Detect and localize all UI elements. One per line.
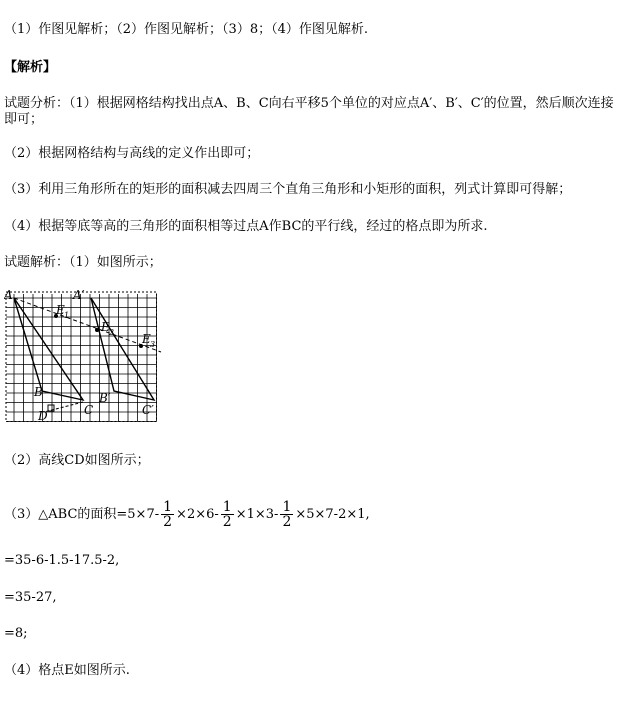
solution-part-3: [4, 498, 370, 532]
label-a-prime: A′: [73, 290, 85, 302]
fraction-half-1: $\frac{1}{2}$: [163, 499, 173, 530]
label-d: D: [38, 409, 48, 423]
solution-step-2: =35-27,: [4, 590, 57, 605]
label-e1-sub: 1: [64, 311, 70, 320]
solution-step-1: =35-6-1.5-17.5-2,: [4, 553, 120, 568]
part3-seg2: ×2×6-: [176, 507, 219, 522]
label-a: A: [4, 290, 13, 302]
analysis-line-4: （4）根据等底等高的三角形的面积相等过点A作BC的平行线，经过的格点即为所求.: [4, 219, 488, 234]
solution-part-2: （2）高线CD如图所示；: [4, 453, 150, 468]
part3-prefix: （3）△ABC的面积=5×7-: [4, 507, 160, 522]
point-e2: [95, 328, 99, 332]
fraction-half-2: $\frac{1}{2}$: [222, 499, 232, 530]
label-b: B: [34, 385, 43, 399]
solution-part-4: （4）格点E如图所示.: [4, 663, 130, 678]
analysis-line-2: （2）根据网格结构与高线的定义作出即可；: [4, 146, 260, 161]
label-e3: E: [142, 332, 151, 346]
answer-line: （1）作图见解析；（2）作图见解析；（3）8；（4）作图见解析.: [4, 22, 368, 37]
label-e2-sub: 2: [109, 328, 115, 337]
label-c: C: [84, 403, 94, 417]
solution-step-3: =8;: [4, 626, 28, 641]
part3-seg4: ×5×7-2×1,: [295, 507, 370, 522]
fraction-half-3: $\frac{1}{2}$: [282, 499, 292, 530]
label-c-prime: C′: [142, 403, 154, 417]
analysis-line-1: 试题分析：（1）根据网格结构找出点A、B、C向右平移5个单位的对应点A′、B′、C′的位置，然后顺次连接即可；: [4, 96, 614, 127]
label-e1: E: [56, 303, 65, 317]
analysis-line-3: （3）利用三角形所在的矩形的面积减去四周三个直角三角形和小矩形的面积，列式计算即可得解；: [4, 182, 572, 197]
triangle-abc: [14, 298, 83, 400]
label-e3-sub: 3: [150, 340, 156, 349]
label-e2: E: [101, 320, 110, 334]
solution-intro: 试题解析：（1）如图所示；: [4, 255, 162, 270]
label-b-prime: B′: [99, 391, 111, 405]
triangle-a2b2c2: [91, 298, 154, 400]
part3-seg3: ×1×3-: [235, 507, 279, 522]
parallel-line: [14, 298, 161, 352]
geometry-figure: [4, 290, 164, 432]
section-header: 【解析】: [4, 60, 57, 75]
